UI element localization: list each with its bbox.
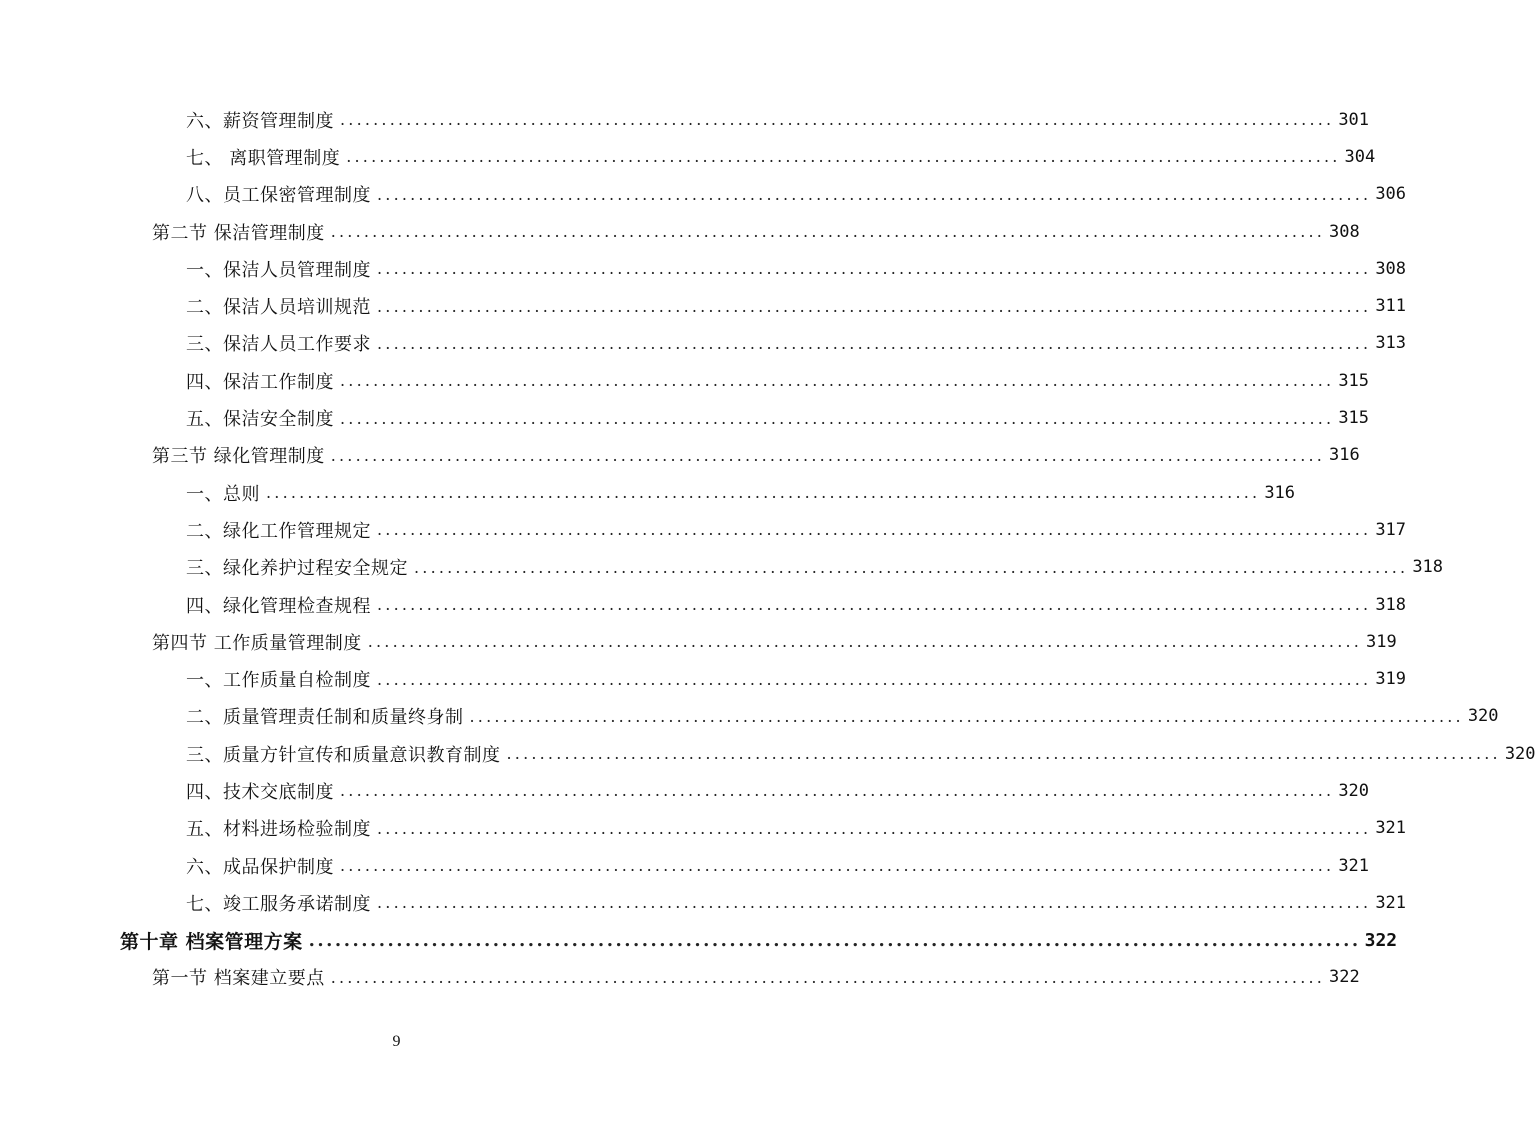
toc-entry-page: 322 xyxy=(1364,929,1398,951)
toc-leader-dots: ........................................................................................................................ xyxy=(377,520,1372,540)
toc-entry-page: 321 xyxy=(1375,818,1407,839)
toc-item-entry[interactable] xyxy=(0,399,1370,436)
toc-entry-title: 八、员工保密管理制度 xyxy=(186,185,371,207)
toc-leader-dots: ........................................................................................................................ xyxy=(330,445,1326,465)
toc-entry-page: 320 xyxy=(1504,743,1536,764)
toc-entry-page: 320 xyxy=(1467,706,1499,727)
toc-entry-title: 一、工作质量自检制度 xyxy=(186,670,371,692)
toc-item-entry[interactable] xyxy=(0,101,1370,138)
toc-leader-dots: ........................................................................................................................ xyxy=(469,706,1464,726)
toc-leader-dots: ........................................................................................................................ xyxy=(346,147,1341,167)
toc-item-entry[interactable] xyxy=(0,362,1370,399)
toc-leader-dots: ........................................................................................................................ xyxy=(377,259,1372,279)
page-number: 9 xyxy=(392,1033,401,1050)
toc-entry-title: 七、 离职管理制度 xyxy=(186,147,341,169)
toc-leader-dots: ........................................................................................................................ xyxy=(377,669,1372,689)
toc-leader-dots: ........................................................................................................................ xyxy=(340,856,1335,876)
toc-entry-title: 五、保洁安全制度 xyxy=(186,409,334,431)
toc-item-entry[interactable] xyxy=(0,698,1499,735)
toc-entry-title: 四、绿化管理检查规程 xyxy=(186,595,371,617)
toc-item-entry[interactable] xyxy=(0,176,1407,213)
toc-leader-dots: ........................................................................................................................ xyxy=(377,296,1372,316)
toc-entry-page: 313 xyxy=(1375,333,1407,354)
toc-item-entry[interactable] xyxy=(0,810,1407,847)
toc-entry-page: 316 xyxy=(1264,482,1296,503)
toc-item-entry[interactable] xyxy=(0,586,1407,623)
toc-entry-title: 三、保洁人员工作要求 xyxy=(186,334,371,356)
toc-section-entry[interactable] xyxy=(0,437,1360,474)
toc-entry-title: 第十章 档案管理方案 xyxy=(120,930,303,953)
toc-item-entry[interactable] xyxy=(0,138,1376,175)
toc-item-entry[interactable] xyxy=(0,735,1536,772)
toc-item-entry[interactable] xyxy=(0,511,1407,548)
toc-leader-dots: ........................................................................................................................ xyxy=(377,333,1372,353)
toc-entry-page: 306 xyxy=(1375,184,1407,205)
toc-leader-dots: ........................................................................................................................ xyxy=(377,184,1372,204)
toc-entry-page: 317 xyxy=(1375,519,1407,540)
toc-entry-title: 二、质量管理责任制和质量终身制 xyxy=(186,707,464,729)
toc-item-entry[interactable] xyxy=(0,660,1407,697)
toc-entry-page: 301 xyxy=(1338,109,1370,130)
toc-section-entry[interactable] xyxy=(0,213,1360,250)
toc-item-entry[interactable] xyxy=(0,325,1407,362)
toc-entry-title: 第一节 档案建立要点 xyxy=(152,968,325,990)
toc-entry-title: 四、保洁工作制度 xyxy=(186,371,334,393)
toc-item-entry[interactable] xyxy=(0,884,1407,921)
toc-entry-title: 第三节 绿化管理制度 xyxy=(152,446,325,468)
toc-entry-title: 第四节 工作质量管理制度 xyxy=(152,632,362,654)
toc-leader-dots: ........................................................................................................................ xyxy=(266,483,1261,503)
toc-leader-dots: ........................................................................................................................ xyxy=(377,818,1372,838)
toc-entry-page: 308 xyxy=(1329,221,1360,242)
toc-leader-dots: ........................................................................................................................ xyxy=(340,781,1335,801)
toc-leader-dots: ........................................................................................................................ xyxy=(340,371,1335,391)
toc-entry-title: 五、材料进场检验制度 xyxy=(186,819,371,841)
toc-item-entry[interactable] xyxy=(0,287,1407,324)
toc-entry-title: 三、质量方针宣传和质量意识教育制度 xyxy=(186,744,501,766)
toc-leader-dots: ........................................................................................................................ xyxy=(340,110,1335,130)
toc-leader-dots: ........................................................................................................................ xyxy=(340,408,1335,428)
toc-entry-title: 二、绿化工作管理规定 xyxy=(186,520,371,542)
toc-leader-dots: ........................................................................................................................ xyxy=(308,929,1361,951)
toc-item-entry[interactable] xyxy=(0,847,1370,884)
toc-leader-dots: ........................................................................................................................ xyxy=(506,744,1501,764)
toc-leader-dots: ........................................................................................................................ xyxy=(330,222,1326,242)
toc-item-entry[interactable] xyxy=(0,772,1370,809)
toc-entry-page: 319 xyxy=(1375,669,1407,690)
toc-entry-page: 311 xyxy=(1375,296,1407,317)
toc-section-entry[interactable] xyxy=(0,623,1397,660)
toc-item-entry[interactable] xyxy=(0,250,1407,287)
toc-entry-page: 304 xyxy=(1344,146,1376,167)
toc-item-entry[interactable] xyxy=(0,549,1444,586)
toc-entry-page: 315 xyxy=(1338,408,1370,429)
toc-entry-title: 六、成品保护制度 xyxy=(186,856,334,878)
toc-entry-title: 三、绿化养护过程安全规定 xyxy=(186,558,408,580)
toc-entry-page: 308 xyxy=(1375,258,1407,279)
toc-section-entry[interactable] xyxy=(0,959,1360,996)
toc-leader-dots: ........................................................................................................................ xyxy=(414,557,1409,577)
toc-entry-page: 318 xyxy=(1412,557,1444,578)
toc-entry-page: 319 xyxy=(1366,631,1397,652)
toc-entry-page: 320 xyxy=(1338,780,1370,801)
toc-leader-dots: ........................................................................................................................ xyxy=(377,595,1372,614)
toc-entry-title: 二、保洁人员培训规范 xyxy=(186,297,371,319)
toc-entry-page: 318 xyxy=(1375,594,1407,615)
toc-entry-page: 321 xyxy=(1338,855,1370,876)
toc-chapter-entry[interactable] xyxy=(0,922,1398,959)
toc-item-entry[interactable] xyxy=(0,474,1296,511)
toc-entry-title: 第二节 保洁管理制度 xyxy=(152,222,325,244)
toc-entry-title: 七、竣工服务承诺制度 xyxy=(186,893,371,915)
table-of-contents xyxy=(0,101,1536,996)
toc-entry-page: 321 xyxy=(1375,892,1407,913)
toc-leader-dots: ........................................................................................................................ xyxy=(330,967,1326,987)
toc-entry-page: 316 xyxy=(1329,445,1360,466)
toc-entry-page: 315 xyxy=(1338,370,1370,391)
toc-entry-title: 一、保洁人员管理制度 xyxy=(186,259,371,281)
toc-entry-title: 六、薪资管理制度 xyxy=(186,110,334,132)
toc-entry-page: 322 xyxy=(1329,967,1360,988)
toc-entry-title: 四、技术交底制度 xyxy=(186,781,334,803)
toc-leader-dots: ........................................................................................................................ xyxy=(377,893,1372,913)
toc-leader-dots: ........................................................................................................................ xyxy=(367,632,1363,652)
toc-entry-title: 一、总则 xyxy=(186,483,260,505)
